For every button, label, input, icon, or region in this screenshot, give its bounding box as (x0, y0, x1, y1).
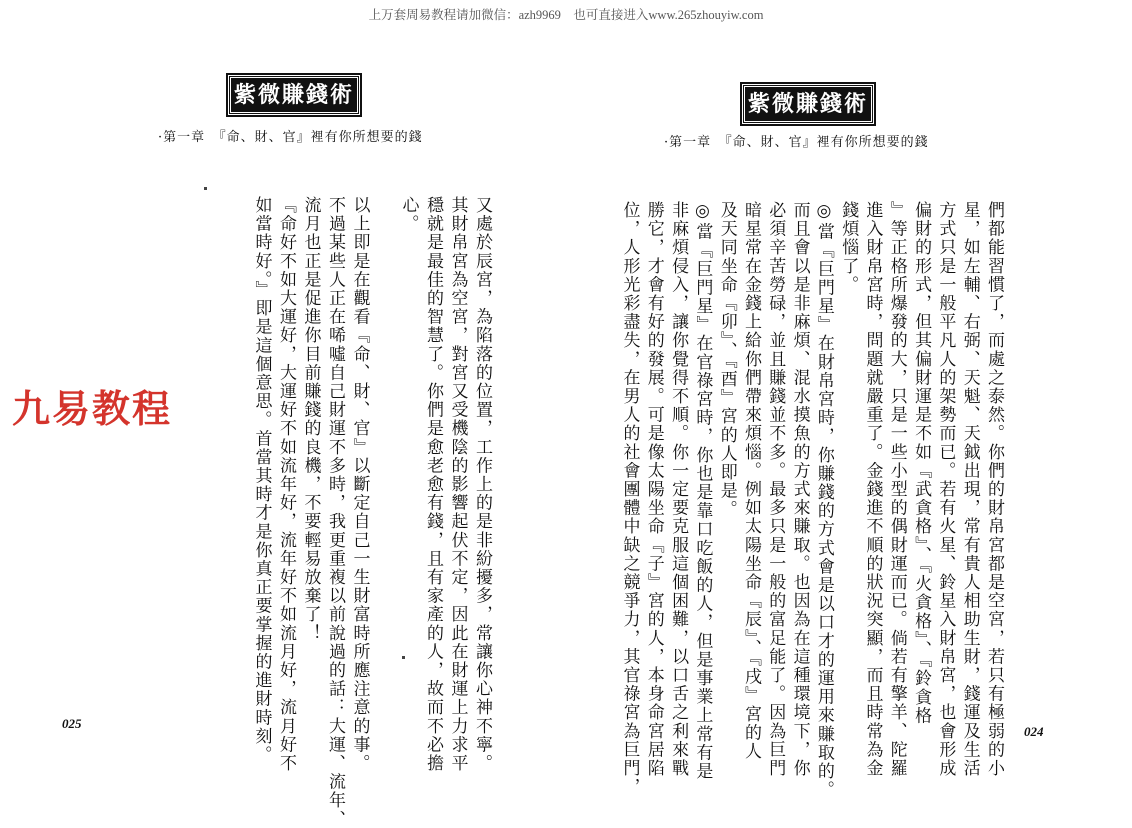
right-page (566, 0, 1132, 800)
text-column: ◎當『巨門星』在官祿宮時，你也是靠口吃飯的人，但是事業上常有是 (692, 201, 713, 781)
book-logo: 紫微賺錢術 (742, 84, 874, 124)
text-column: 以上即是在觀看『命、財、官』以斷定自己一生財富時所應注意的事。 (349, 196, 370, 773)
text-column: 錢煩惱了。 (838, 201, 859, 294)
text-column: 流月也正是促進你目前賺錢的良機，不要輕易放棄了！ (300, 196, 321, 643)
text-column: 又處於辰宮，為陷落的位置，工作上的是非紛擾多，常讓你心神不寧。 (472, 196, 492, 773)
chapter-subtitle: ·第一章 『命、財、官』裡有你所想要的錢 (158, 130, 423, 145)
left-page-text (0, 196, 566, 828)
text-column: 其財帛宮為空宮，對宮又受機陰的影響起伏不定，因此在財運上力求平 (447, 196, 468, 773)
text-column: 星，如左輔、右弼、天魁、天鉞出現，常有貴人相助生財，錢運及生活 (959, 201, 980, 778)
text-column: 穩就是最佳的智慧了。你們是愈老愈有錢，且有家產的人，故而不必擔 (423, 196, 443, 773)
text-column: 方式只是一般平凡人的架勢而已。若有火星、鈴星入財帛宮，也會形成 (935, 201, 956, 778)
page-number: 025 (62, 716, 82, 731)
text-column: 勝它，才會有好的發展。可是像太陽坐命『子』宮的人，本身命宮居陷 (643, 201, 664, 778)
page-number: 024 (1024, 724, 1044, 739)
text-column: 必須辛苦勞碌，並且賺錢並不多。最多只是一般的富足能了。因為巨門 (765, 201, 786, 778)
text-column: 及天同坐命『卯』、『酉』宮的人即是。 (716, 201, 737, 519)
text-column: 』等正格所爆發的大，只是一些小型的偶財運而已。倘若有擎羊、陀羅 (886, 201, 907, 778)
text-column: 位，人形光彩盡失，在男人的社會團體中缺之競爭力，其官祿宮為巨門， (619, 201, 640, 797)
text-column: ◎當『巨門星』在財帛宮時，你賺錢的方式會是以口才的運用來賺取的。 (813, 201, 834, 800)
text-column: 心。 (398, 196, 419, 234)
text-column: 非麻煩侵入，讓你覺得不順。你一定要克服這個困難，以口舌之利來戰 (668, 201, 689, 778)
text-column: 進入財帛宮時，問題就嚴重了。金錢進不順的狀況突顯，而且時常為金 (862, 201, 883, 778)
text-column: 不過某些人正在唏噓自己財運不多時，我更重複以前說過的話：大運、流年、 (325, 196, 345, 828)
right-page-text (566, 201, 1132, 800)
text-column: 『命好不如大運好，大運好不如流年好，流年好不如流月好，流月好不 (276, 196, 296, 773)
book-logo: 紫微賺錢術 (228, 75, 360, 115)
text-column: 暗星常在金錢上給你們帶來煩惱。例如太陽坐命『辰』、『戌』宮的人 (741, 201, 761, 761)
text-column: 偏財的形式，但其偏財運是不如『武貪格』、『火貪格』、『鈴貪格 (911, 201, 932, 725)
header-banner: 上万套周易教程请加微信：azh9969 也可直接进入www.265zhouyiw.com (368, 8, 764, 22)
watermark-logo: 九易教程 (12, 387, 173, 431)
text-column: 們都能習慣了，而處之泰然。你們的財帛宮都是空宮，若只有極弱的小 (984, 201, 1004, 778)
scan-speck (402, 656, 405, 659)
scan-speck (204, 187, 207, 190)
chapter-subtitle: ·第一章 『命、財、官』裡有你所想要的錢 (664, 135, 929, 150)
text-column: 而且會以是非麻煩、混水摸魚的方式來賺取。也因為在這種環境下，你 (789, 201, 810, 778)
text-column: 如當時好。』即是這個意思。首當其時才是你真正要掌握的進財時刻。 (251, 196, 272, 765)
